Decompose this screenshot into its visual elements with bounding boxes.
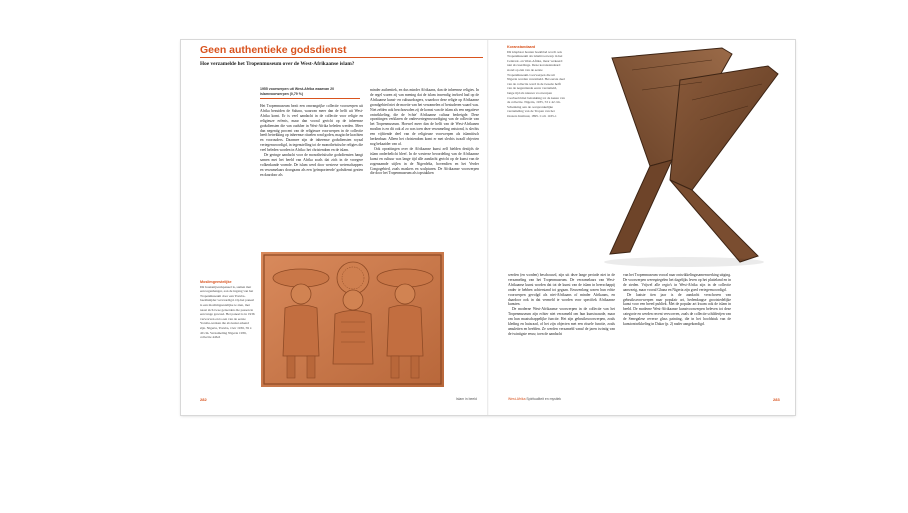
paragraph: De moderne West-Afrikaanse voorwerpen in de collectie van het Tropenmuseum zijn echter niet verzameld om hun kunstwaarde, maar om hun maatschappelijke functie. Het zijn gebruiksvoorwerpen, zoals kleding en huisraad, of het zijn objecten met een rituele functie, zoals amuletten en beelden. Ze werden verzameld vanaf de jaren twintig van de twintigste eeuw, toen de aandacht [508,307,615,336]
title-rule [200,57,483,58]
body-column-3 [508,273,615,337]
caption-heading: Koranstandaard [507,45,536,49]
paragraph: Ook opvattingen over de Afrikaanse kunst zelf hielden destijds de islam onderbelicht bleef. In de westerse beoordeling van de Afrikaanse kunst en cultuur was lange tijd alle aandacht gericht op de kunst van de zogenaamde stijlen in de Nigerdelta, bovendien en het Verder Congogebied, zoals maskers en sculpturen. De Afrikaanse voorwerpen die door het Tropenmuseum als topstukken [370,146,479,176]
paragraph: Het Tropenmuseum bezit een omvangrijke collectie voorwerpen uit Afrika bezuiden de Sahara, waarvan meer dan de helft uit West-Afrika komt. Er is veel aandacht in de collectie voor religie en religieuze erfenis, maar dan vooral gericht op de inheemse godsdiensten die van oudsher in West-Afrika beleden werden. Meer dan negentig procent van de religieuze voorwerpen in de collectie heeft betrekking op inheemse rituelen rond goden, magische krachten en voorouders. Daarmee zijn de inheemse godsdiensten royaal vertegenwoordigd, in tegenstelling tot de monotheïstische religies die veel beleden worden in Afrika: het christendom en de islam. [260,104,363,153]
paragraph: minder authentiek, en dus minder Afrikaans, dan de inheemse religies. In de regel waren zij van mening dat de islam inwendig invloed had op de Afrikaanse kunst- en cultuurdragers, waardoor deze religie op Afrikaanse grondgebied niet de moeite van het verzamelen of bestuderen waard was. Niet zelden ook beschouwden zij de komst van de islam als een negatieve ontwikkeling, die de 'echte' Afrikaanse cultuur bedreigde. Deze opvattingen verklaren de ondervertegenwoordiging van de collectie van het Tropenmuseum. Hoewel meer dan de helft van de West-Afrikanen moslim is en dit ook al zo was toen deze verzameling ontstond, is slechts een vijftiende deel van de religieuze voorwerpen als islamitisch herkenbaar. Alleen het christendom komt er met slechts twaalf objecten nog bekaaider van af. [370,88,479,146]
statistic-caption: 1955 voorwerpen uit West-Afrika waarvan 20 islamvoorwerpen (0,79 %) [260,87,360,99]
footer-section-title: Spiritualiteit en mystiek [526,397,562,401]
body-column-4 [623,273,731,327]
carved-relief-panel-image [261,252,444,387]
page-number-right: 283 [773,397,780,402]
chapter-title: Geen authentieke godsdienst [200,44,347,56]
paragraph: van het Tropenmuseum vooral naar ontwikkelingssamenwerking uitging. De voorwerpen weerspiegelen het dagelijks leven op het platteland en in de steden. Vrijwel alle regio's in West-Afrika zijn in de collectie aanwezig, maar vooral Ghana en Nigeria zijn goed vertegenwoordigd. [623,273,731,292]
left-page [181,40,488,415]
body-column-2 [370,88,479,176]
footer-section-label: West-Afrika [508,397,526,401]
book-spread [181,40,795,415]
right-page [488,40,795,415]
running-footer-left: Islam in beeld [456,397,477,401]
caption-text: Dit klapbaar houten boekblad wordt ook Tropenmuseum als islamvoorwerp in het Centraal- en West-Afrika, maar verkeerd niet als leerdinge. Deze koranstandaard stond op één van de eerste Tropenmuseum-voorwerpen die uit Nigeria werden verzameld. Het eerste deel van de collectie werd in de tweede helft van de negentiende eeuw verzameld, lange tijd als nieuwe voorwerpen voorbeeld met betrekking tot de keuze van de collectie. Nigeria, 1935, 53 x 42 cm. Schenking aan de oorspronkelijke verzameling van de Tropen van het Oosters Instituut, 1895. Coll. 1165-1 [507,49,565,118]
page-number-left: 282 [200,397,207,402]
caption-text: Dit houtsnijwerkpaneel is, samen met een tegenhanger, aan de ingang van het Tropenmuseum door een Yoruba-beeldsnijder vervaardigd. Op het paneel is een moslimgeestelijke te zien, met naast zich twee geleerden die passen in een lange gewaad. Het paneel is in 1936 verworven en is een van de eerste Yoruba-werken die als kunst erkend zijn. Nigeria, Yoruba, vóór 1936, 59 x 40 cm. Verzameling Nigeria 1936, collectie 446-6 [200,284,255,340]
running-footer-right [508,397,561,401]
paragraph: De laatste tien jaar is de aandacht verschoven van gebruiksvoorwerpen naar populair art, hedendaagse grootstedelijke kunst voor een breed publiek. Met de popular art kwam ook de islam in beeld. De moderne West-Afrikaanse kunstvoorwerpen beleven tot deze categorie en werden recent verworven, zoals de collectie schilderijen van de Senegalese reverse glass painting, die in het hoofdstuk van de kunstontwikkeling in Dakar (p. 2) nader aangekondigd. [623,292,731,327]
caption-heading: Moslimgeestelijke [200,280,232,284]
paragraph: werden (en worden) beschouwd, zijn uit deze lange periode niet in de verzameling van het Tropenmuseum. De verzamelaars van West-Afrikaanse kunst worden dat tot de kunst van de islam in heerschappij onder te hebben achterstand tot gegaan. Eeuwenlang waren hun echte voorwerpen gevolgd als niet-Afrikaans of minder Afrikaans, en daardoor ook in dat vermeld te worden voor specifiek Afrikaanse kunsten. [508,273,615,307]
chapter-subtitle: Hoe verzamelde het Tropenmuseum over de West-Afrikaanse islam? [200,61,355,67]
image-caption-right [507,45,565,119]
koran-stand-image [572,40,792,272]
paragraph: De geringe aandacht voor de monotheïstische godsdiensten hangt samen met het beeld van Afrika zoals dat zich in de vroegere volkenkunde vormde. De islam werd door westerse wetenschappers en verzamelaars doorgaans als een 'geïmporteerde' godsdienst gezien en daardoor als [260,153,363,177]
image-caption-left [200,280,255,340]
body-column-1 [260,104,363,178]
